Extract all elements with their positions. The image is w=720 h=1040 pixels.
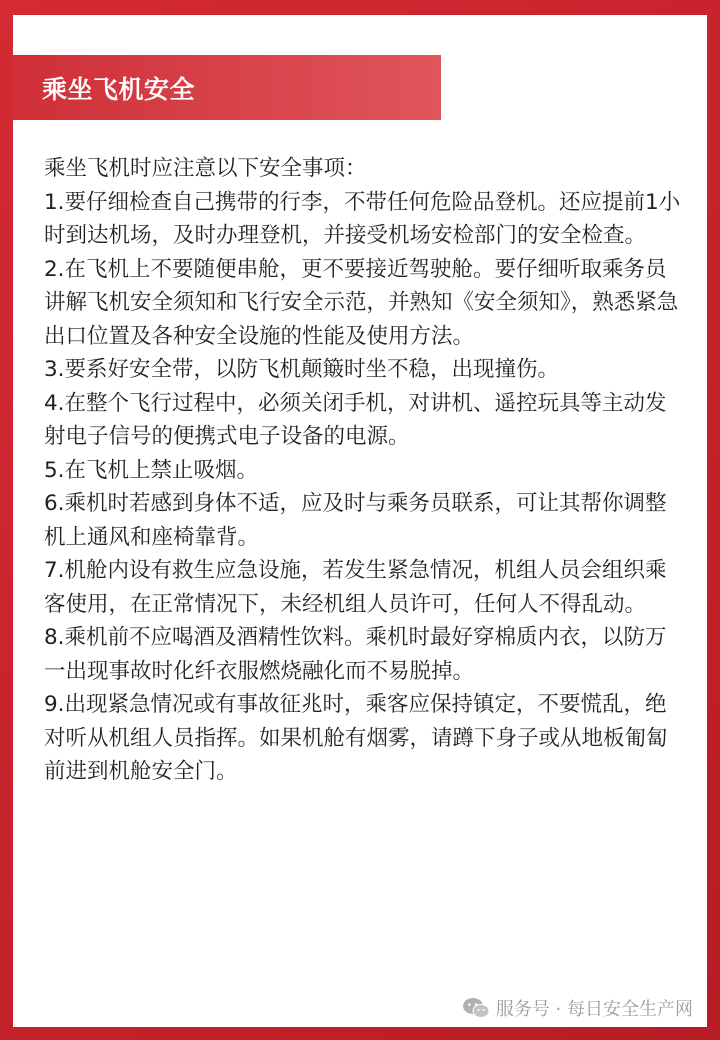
footer-text: 服务号 · 每日安全生产网 <box>495 999 693 1020</box>
footer-watermark <box>462 995 693 1021</box>
list-item: 2.在飞机上不要随便串舱，更不要接近驾驶舱。要仔细听取乘务员讲解飞机安全须知和飞行安全示范，并熟知《安全须知》，熟悉紧急出口位置及各种安全设施的性能及使用方法。 <box>44 256 679 349</box>
page-title: 乘坐飞机安全 <box>42 74 196 104</box>
list-item: 3.要系好安全带，以防飞机颠簸时坐不稳，出现撞伤。 <box>44 357 560 382</box>
title-banner <box>13 55 441 120</box>
list-item: 8.乘机前不应喝酒及酒精性饮料。乘机时最好穿棉质内衣，以防万一出现事故时化纤衣服燃烧融化而不易脱掉。 <box>44 625 667 684</box>
list-item: 6.乘机时若感到身体不适，应及时与乘务员联系，可让其帮你调整机上通风和座椅靠背。 <box>44 491 667 550</box>
list-item: 5.在飞机上禁止吸烟。 <box>44 457 259 483</box>
article-body <box>44 152 684 789</box>
intro-text: 乘坐飞机时应注意以下安全事项： <box>44 156 367 181</box>
wechat-icon <box>462 997 490 1019</box>
list-item: 1.要仔细检查自己携带的行李，不带任何危险品登机。还应提前1小时到达机场，及时办理登机，并接受机场安检部门的安全检查。 <box>44 189 681 248</box>
content-card <box>13 15 707 1027</box>
list-item: 9.出现紧急情况或有事故征兆时，乘客应保持镇定，不要慌乱，绝对听从机组人员指挥。如果机舱有烟雾，请蹲下身子或从地板匍匐前进到机舱安全门。 <box>44 692 668 784</box>
list-item: 4.在整个飞行过程中，必须关闭手机，对讲机、遥控玩具等主动发射电子信号的便携式电子设备的电源。 <box>44 390 667 449</box>
list-item: 7.机舱内设有救生应急设施，若发生紧急情况，机组人员会组织乘客使用，在正常情况下，未经机组人员许可，任何人不得乱动。 <box>44 558 667 617</box>
